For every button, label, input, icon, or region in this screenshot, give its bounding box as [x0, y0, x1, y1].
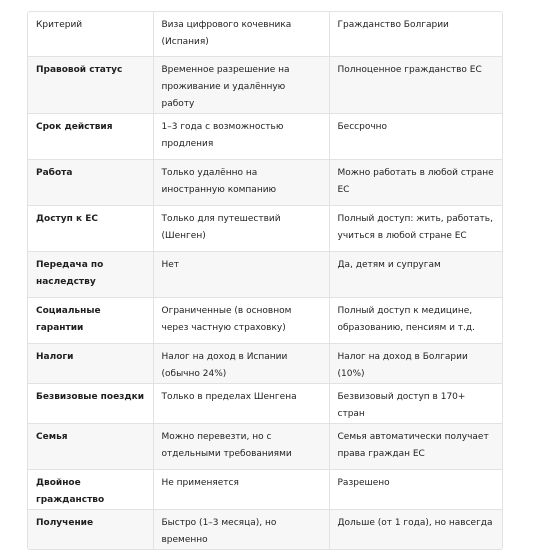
spain-visa-cell: 1–3 года с возможностью продления — [153, 114, 329, 160]
bulgaria-citizenship-cell: Бессрочно — [329, 114, 502, 160]
table-row — [28, 424, 502, 470]
criterion-cell: Правовой статус — [28, 57, 153, 114]
criterion-cell: Срок действия — [28, 114, 153, 160]
spain-visa-cell: Только удалённо на иностранную компанию — [153, 160, 329, 206]
table-row — [28, 344, 502, 384]
spain-visa-cell: Налог на доход в Испании (обычно 24%) — [153, 344, 329, 384]
criterion-cell: Передача по наследству — [28, 252, 153, 298]
spain-visa-cell: Быстро (1–3 месяца), но временно — [153, 510, 329, 550]
table-header-row — [28, 12, 502, 57]
spain-visa-cell: Только в пределах Шенгена — [153, 384, 329, 424]
bulgaria-citizenship-cell: Налог на доход в Болгарии (10%) — [329, 344, 502, 384]
spain-visa-cell: Не применяется — [153, 470, 329, 510]
spain-visa-cell: Временное разрешение на проживание и удалённую работу — [153, 57, 329, 114]
spain-visa-cell: Только для путешествий (Шенген) — [153, 206, 329, 252]
bulgaria-citizenship-cell: Полный доступ: жить, работать, учиться в любой стране ЕС — [329, 206, 502, 252]
bulgaria-citizenship-cell: Безвизовый доступ в 170+ стран — [329, 384, 502, 424]
spain-visa-cell: Ограниченные (в основном через частную страховку) — [153, 298, 329, 344]
criterion-cell: Семья — [28, 424, 153, 470]
spain-visa-cell: Можно перевезти, но с отдельными требованиями — [153, 424, 329, 470]
criterion-cell: Безвизовые поездки — [28, 384, 153, 424]
table-row — [28, 206, 502, 252]
comparison-table-container — [27, 11, 503, 550]
table-row — [28, 384, 502, 424]
criterion-cell: Социальные гарантии — [28, 298, 153, 344]
bulgaria-citizenship-cell: Дольше (от 1 года), но навсегда — [329, 510, 502, 550]
criterion-cell: Работа — [28, 160, 153, 206]
criterion-cell: Получение — [28, 510, 153, 550]
bulgaria-citizenship-cell: Семья автоматически получает права граждан ЕС — [329, 424, 502, 470]
bulgaria-citizenship-cell: Да, детям и супругам — [329, 252, 502, 298]
spain-visa-cell: Нет — [153, 252, 329, 298]
comparison-table — [28, 12, 502, 549]
header-spain-visa: Виза цифрового кочевника (Испания) — [153, 12, 329, 57]
header-criterion: Критерий — [28, 12, 153, 57]
criterion-cell: Двойное гражданство — [28, 470, 153, 510]
bulgaria-citizenship-cell: Полноценное гражданство ЕС — [329, 57, 502, 114]
bulgaria-citizenship-cell: Можно работать в любой стране ЕС — [329, 160, 502, 206]
header-bulgaria-citizenship: Гражданство Болгарии — [329, 12, 502, 57]
table-row — [28, 470, 502, 510]
table-row — [28, 114, 502, 160]
bulgaria-citizenship-cell: Разрешено — [329, 470, 502, 510]
table-row — [28, 298, 502, 344]
criterion-cell: Налоги — [28, 344, 153, 384]
table-row — [28, 252, 502, 298]
bulgaria-citizenship-cell: Полный доступ к медицине, образованию, пенсиям и т.д. — [329, 298, 502, 344]
table-row — [28, 510, 502, 550]
criterion-cell: Доступ к ЕС — [28, 206, 153, 252]
table-row — [28, 57, 502, 114]
table-row — [28, 160, 502, 206]
